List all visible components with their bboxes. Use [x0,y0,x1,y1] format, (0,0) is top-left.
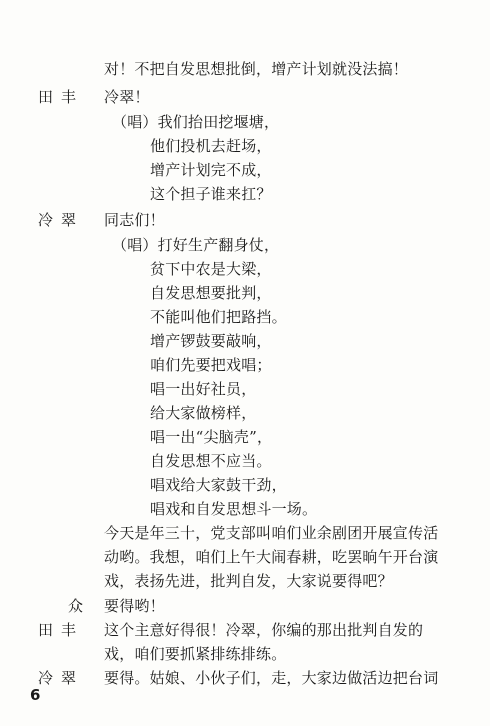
speaker-label: 冷翠 [38,211,85,229]
text-line: 唱戏和自发思想斗一场。 [150,500,318,518]
speaker-label: 田丰 [38,621,85,639]
speaker-label: 冷翠 [38,669,85,687]
text-line: 唱戏给大家鼓干劲， [150,476,287,494]
text-line: 要得哟！ [104,597,165,615]
text-line: 唱一出“尖脑壳”， [150,428,273,446]
speaker-label: 众 [68,597,92,615]
text-line: 他们投机去赶场， [150,137,272,155]
text-line: （唱）我们抬田挖堰塘， [112,113,280,131]
text-line: 贫下中农是大梁， [150,260,272,278]
text-line: 戏，咱们要抓紧排练排练。 [104,645,287,663]
text-line: 咱们先要把戏唱； [150,356,272,374]
text-line: （唱）打好生产翻身仗， [112,236,280,254]
text-line: 自发思想不应当。 [150,452,272,470]
text-line: 动哟。我想，咱们上午大闹春耕，吃罢晌午开台演 [104,548,439,566]
text-line: 同志们！ [104,211,165,229]
text-line: 增产锣鼓要敲响， [150,332,272,350]
text-line: 戏，表扬先进，批判自发，大家说要得吧？ [104,572,393,590]
text-line: 这个主意好得很！冷翠，你编的那出批判自发的 [104,621,424,639]
text-line: 给大家做榜样， [150,404,257,422]
page-number: 6 [30,686,41,704]
text-line: 增产计划完不成， [150,161,272,179]
speaker-label: 田丰 [38,88,85,106]
text-line: 不能叫他们把路挡。 [150,308,287,326]
text-line: 这个担子谁来扛？ [150,185,272,203]
text-line: 今天是年三十，党支部叫咱们业余剧团开展宣传活 [104,524,439,542]
text-line: 冷翠！ [104,88,150,106]
text-line: 对！不把自发思想批倒，增产计划就没法搞！ [104,60,409,78]
text-line: 自发思想要批判， [150,284,272,302]
text-line: 唱一出好社员， [150,380,257,398]
text-line: 要得。姑娘、小伙子们，走，大家边做活边把台词 [104,669,439,687]
